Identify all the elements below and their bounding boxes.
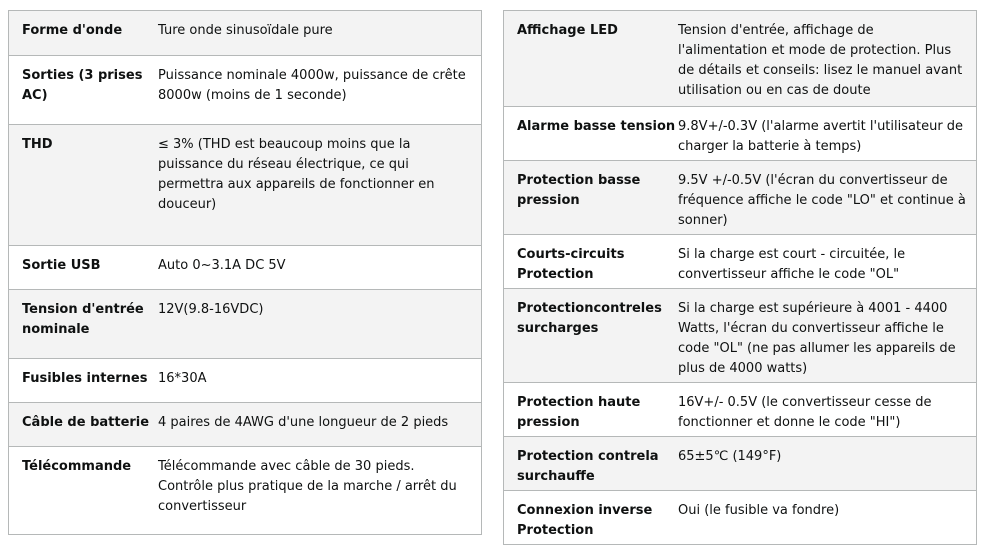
row-value: Puissance nominale 4000w, puissance de crête 8000w (moins de 1 seconde) (158, 68, 466, 103)
row-label: Sorties (3 prises AC) (22, 68, 143, 103)
row-value: 9.8V+/-0.3V (l'alarme avertit l'utilisateur de charger la batterie à temps) (678, 119, 964, 154)
row-label: Forme d'onde (22, 23, 123, 38)
table-row (9, 402, 481, 446)
row-value: Tension d'entrée, affichage de l'alimentation et mode de protection. Plus de détails et conseils: lisez le manuel avant utilisation ou en cas de doute (678, 23, 963, 98)
table-row (504, 382, 976, 436)
row-value: 4 paires de 4AWG d'une longueur de 2 pieds (158, 415, 449, 430)
table-row (9, 124, 481, 245)
row-value: ≤ 3% (THD est beaucoup moins que la puissance du réseau électrique, ce qui permettra aux appareils de fonctionner en douceur) (158, 137, 435, 212)
row-label: Connexion inverse Protection (517, 503, 653, 538)
row-label: Affichage LED (517, 23, 618, 38)
table-row (9, 446, 481, 534)
row-label: Alarme basse tension (517, 119, 676, 134)
row-label: Protectioncontreles surcharges (517, 301, 662, 336)
table-row (504, 160, 976, 234)
row-label: Protection contrela surchauffe (517, 449, 659, 484)
table-row (9, 55, 481, 124)
table-row (9, 358, 481, 402)
spec-table-right (503, 10, 977, 545)
row-value: Si la charge est court - circuitée, le convertisseur affiche le code "OL" (678, 247, 906, 282)
row-value: Oui (le fusible va fondre) (678, 503, 840, 518)
spec-table-left (8, 10, 482, 535)
row-value: Si la charge est supérieure à 4001 - 4400 Watts, l'écran du convertisseur affiche le code "OL" (ne pas allumer les appareils de plus de 4000 watts) (678, 301, 956, 376)
table-row (504, 288, 976, 382)
row-label: Télécommande (22, 459, 132, 474)
row-value: 16*30A (158, 371, 207, 386)
row-value: Ture onde sinusoïdale pure (158, 23, 333, 38)
row-label: Protection basse pression (517, 173, 641, 208)
table-row (504, 106, 976, 160)
row-label: Protection haute pression (517, 395, 641, 430)
table-row (504, 234, 976, 288)
table-row (504, 490, 976, 544)
row-label: Fusibles internes (22, 371, 148, 386)
table-row (9, 245, 481, 289)
row-label: Sortie USB (22, 258, 101, 273)
row-value: Télécommande avec câble de 30 pieds. Contrôle plus pratique de la marche / arrêt du convertisseur (158, 459, 457, 514)
row-label: THD (22, 137, 53, 152)
row-label: Câble de batterie (22, 415, 150, 430)
row-value: 9.5V +/-0.5V (l'écran du convertisseur de fréquence affiche le code "LO" et continue à sonner) (678, 173, 966, 228)
row-value: 65±5℃ (149°F) (678, 449, 782, 464)
table-row (9, 289, 481, 358)
row-label: Courts-circuits Protection (517, 247, 625, 282)
table-row (504, 436, 976, 490)
row-label: Tension d'entrée nominale (22, 302, 144, 337)
row-value: Auto 0~3.1A DC 5V (158, 258, 286, 273)
row-value: 16V+/- 0.5V (le convertisseur cesse de fonctionner et donne le code "HI") (678, 395, 932, 430)
table-row (9, 11, 481, 55)
row-value: 12V(9.8-16VDC) (158, 302, 264, 317)
table-row (504, 11, 976, 106)
